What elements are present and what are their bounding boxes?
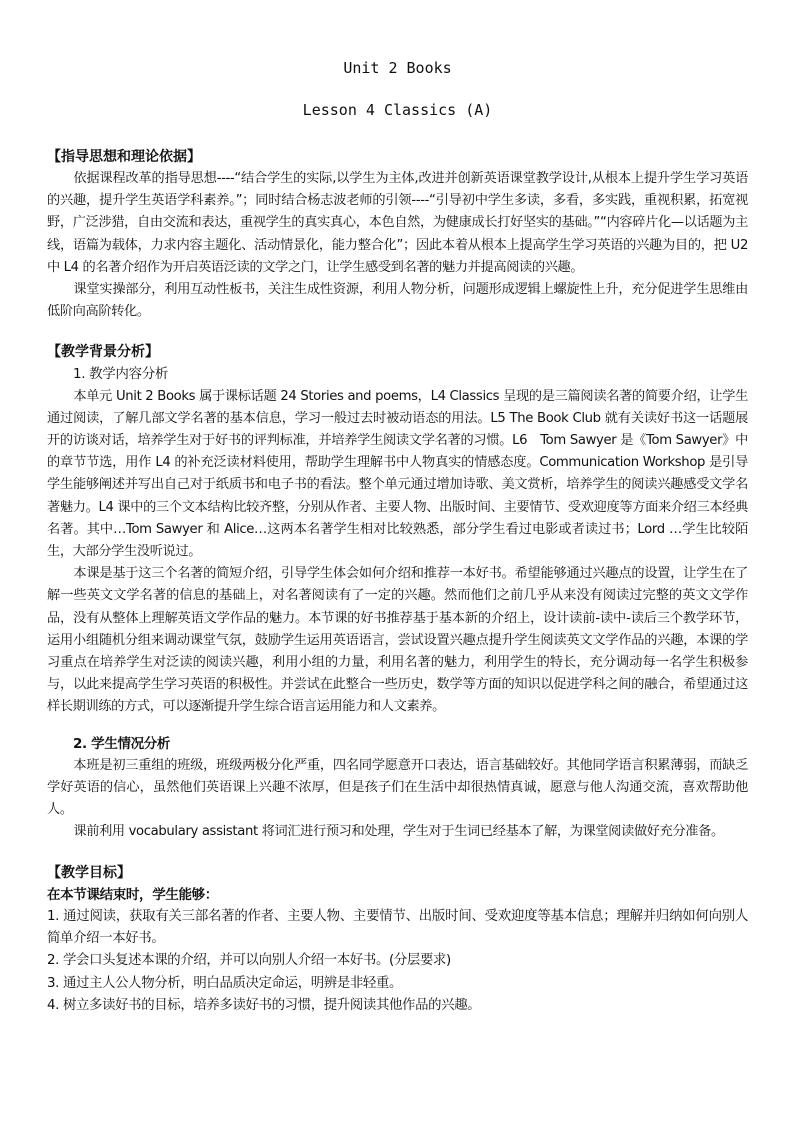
guiding-ideas-paragraph: 依据课程改革的指导思想----“结合学生的实际,以学生为主体,改进并创新英语课堂教学设计,从根本上提升学生学习英语的兴趣，提升学生英语学科素养。”；同时结合杨志波老师的引领----“引导初中学生多读，多看，多实践，重视积累，拓宽视野，广泛涉猎，自由交流和表达，重视学生的真实真心，本色自然，为健康成长打好坚实的基础。”“内容碎片化—以话题为主线，语篇为载体，力求内容主题化、活动情景化，能力整合化”；因此本着从根本上提高学生学习英语的兴趣为目的，把 U2 中 L4 的名著介绍作为开启英语泛读的文学之门，让学生感受到名著的魅力并提高阅读的兴趣。 xyxy=(47,171,748,275)
unit-title: Unit 2 Books xyxy=(343,59,452,77)
lesson-title: Lesson 4 Classics (A) xyxy=(302,101,493,119)
student-analysis-paragraph: 本班是初三重组的班级，班级两极分化严重，四名同学愿意开口表达，语言基础较好。其他同学语言积累薄弱，而缺乏学好英语的信心，虽然他们英语课上兴趣不浓厚，但是孩子们在生活中却很热情真诚，愿意与他人沟通交流，喜欢帮助他人。 xyxy=(47,757,748,818)
content-analysis-paragraph: 本单元 Unit 2 Books 属于课标话题 24 Stories and poems，L4 Classics 呈现的是三篇阅读名著的简要介绍，让学生通过阅读，了解几部文学名著的基本信息，学习一般过去时被动语态的用法。L5 The Book Club 就有关读好书这一话题展开的访谈对话，培养学生对于好书的评判标准，并培养学生阅读文学名著的习惯。L6 Tom Sawyer 是《Tom Sawyer》中的章节节选，用作 L4 的补充泛读材料使用，帮助学生理解书中人物真实的情感态度。Communication Workshop 是引导学生能够阐述并写出自己对于纸质书和电子书的看法。整个单元通过增加诗歌、美文赏析，培养学生的阅读兴趣感受文学名著魅力。L4 课中的三个文本结构比较齐整，分别从作者、主要人物、出版时间、主要情节、受欢迎度等方面来介绍三本经典名著。其中…Tom Sawyer 和 Alice…这两本名著学生相对比较熟悉，部分学生看过电影或者读过书；Lord …学生比较陌生，大部分学生没听说过。 xyxy=(47,388,748,560)
objective-item: 1. 通过阅读，获取有关三部名著的作者、主要人物、主要情节、出版时间、受欢迎度等基本信息；理解并归纳如何向别人简单介绍一本好书。 xyxy=(47,908,748,947)
student-analysis-subheading: 2. 学生情况分析 xyxy=(73,735,171,752)
objectives-lead: 在本节课结束时，学生能够： xyxy=(47,886,218,903)
lesson-design-paragraph: 本课是基于这三个名著的简短介绍，引导学生体会如何介绍和推荐一本好书。希望能够通过兴趣点的设置，让学生在了解一些英文文学名著的信息的基础上，对名著阅读有了一定的兴趣。然而他们之前几乎从来没有阅读过完整的英文文学作品，没有从整体上理解英语文学作品的魅力。本节课的好书推荐基于基本新的介绍上，设计读前-读中-读后三个教学环节，运用小组随机分组来调动课堂气氛，鼓励学生运用英语语言，尝试设置兴趣点提升学生阅读英文文学作品的兴趣，本课的学习重点在培养学生对泛读的阅读兴趣，利用小组的力量，利用名著的魅力，利用学生的特长，充分调动每一名学生积极参与，以此来提高学生学习英语的积极性。并尝试在此整合一些历史，数学等方面的知识以促进学科之间的融合，希望通过这样长期训练的方式，可以逐渐提升学生综合语言运用能力和人文素养。 xyxy=(47,566,748,715)
spacer xyxy=(47,323,748,341)
classroom-practice-paragraph: 课堂实操部分，利用互动性板书，关注生成性资源，利用人物分析，问题形成逻辑上螺旋性上升，充分促进学生思维由低阶向高阶转化。 xyxy=(47,282,748,320)
background-analysis-heading: 【教学背景分析】 xyxy=(47,344,159,361)
spacer xyxy=(47,719,748,733)
content-analysis-subheading: 1. 教学内容分析 xyxy=(73,366,169,383)
spacer xyxy=(47,844,748,862)
objective-item: 3. 通过主人公人物分析，明白品质决定命运，明辨是非轻重。 xyxy=(47,975,403,991)
vocabulary-preparation-paragraph: 课前利用 vocabulary assistant 将词汇进行预习和处理，学生对于生词已经基本了解，为课堂阅读做好充分准备。 xyxy=(73,824,724,840)
objective-item: 2. 学会口头复述本课的介绍，并可以向别人介绍一本好书。(分层要求) xyxy=(47,953,451,969)
objective-item: 4. 树立多读好书的目标，培养多读好书的习惯，提升阅读其他作品的兴趣。 xyxy=(47,997,481,1013)
guiding-ideas-heading: 【指导思想和理论依据】 xyxy=(47,149,201,165)
teaching-objectives-heading: 【教学目标】 xyxy=(47,864,131,881)
